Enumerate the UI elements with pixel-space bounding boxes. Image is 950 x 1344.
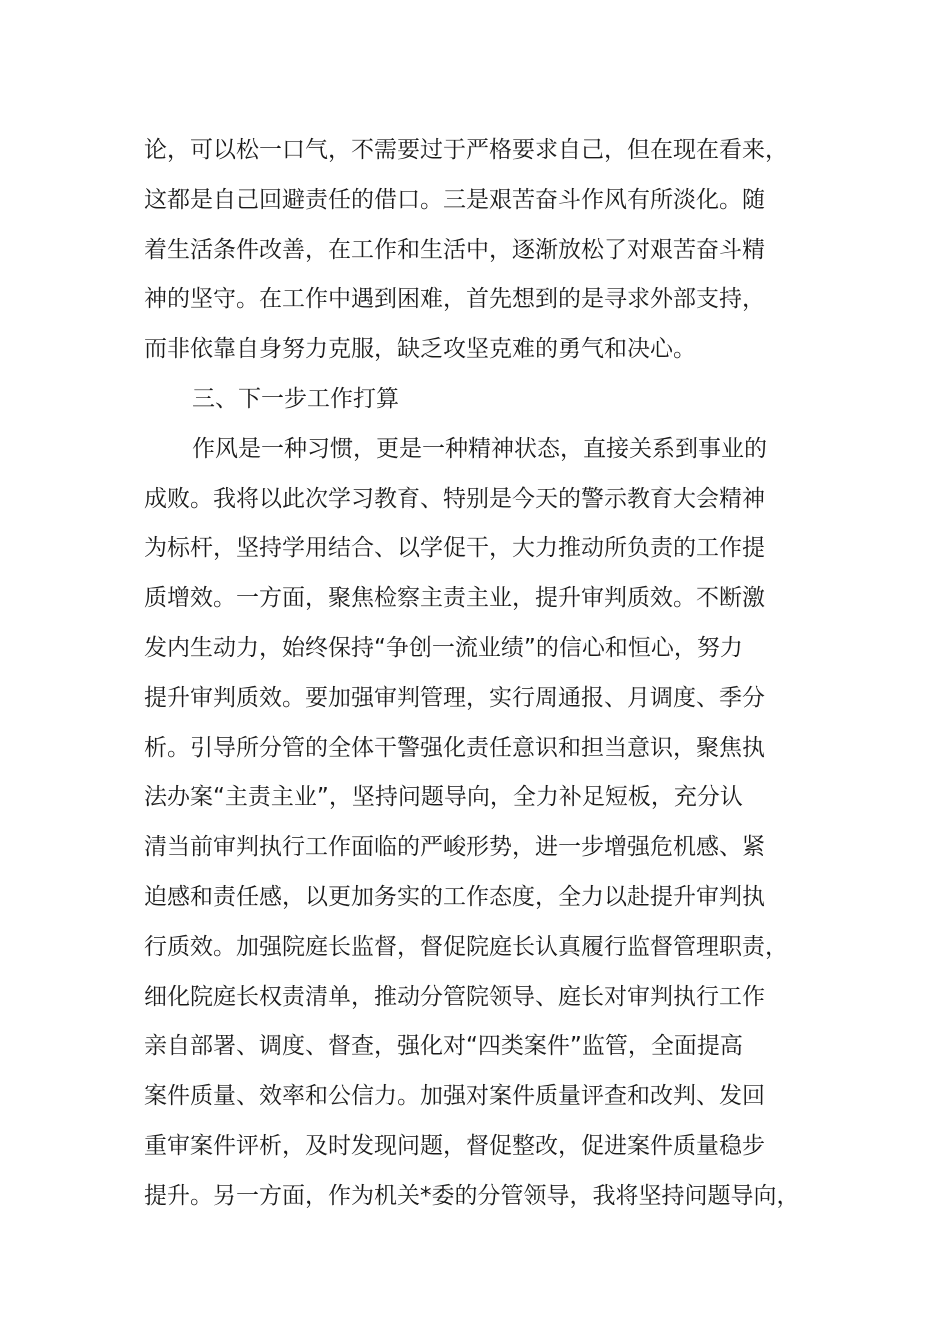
text-line: 案件质量、效率和公信力。加强对案件质量评查和改判、发回 — [144, 1083, 765, 1110]
text-line: 行质效。加强院庭长监督，督促院庭长认真履行监督管理职责， — [144, 933, 788, 960]
text-line: 细化院庭长权责清单，推动分管院领导、庭长对审判执行工作 — [144, 983, 765, 1010]
body-text — [144, 126, 812, 1222]
text-line: 着生活条件改善，在工作和生活中，逐渐放松了对艰苦奋斗精 — [144, 236, 765, 263]
text-line: 迫感和责任感，以更加务实的工作态度，全力以赴提升审判执 — [144, 883, 765, 910]
text-line: 提升审判质效。要加强审判管理，实行周通报、月调度、季分 — [144, 684, 765, 711]
text-line: 质增效。一方面，聚焦检察主责主业，提升审判质效。不断激 — [144, 585, 765, 612]
text-line: 神的坚守。在工作中遇到困难，首先想到的是寻求外部支持， — [144, 286, 765, 313]
text-line: 重审案件评析，及时发现问题，督促整改，促进案件质量稳步 — [144, 1132, 765, 1159]
text-line: 为标杆，坚持学用结合、以学促干，大力推动所负责的工作提 — [144, 535, 765, 562]
text-line: 清当前审判执行工作面临的严峻形势，进一步增强危机感、紧 — [144, 834, 765, 861]
text-line: 而非依靠自身努力克服，缺乏攻坚克难的勇气和决心。 — [144, 336, 696, 363]
text-line: 法办案“主责主业”，坚持问题导向，全力补足短板，充分认 — [144, 784, 743, 811]
text-line: 析。引导所分管的全体干警强化责任意识和担当意识，聚焦执 — [144, 734, 765, 761]
text-line: 这都是自己回避责任的借口。三是艰苦奋斗作风有所淡化。随 — [144, 186, 765, 213]
text-line: 成败。我将以此次学习教育、特别是今天的警示教育大会精神 — [144, 485, 765, 512]
text-line: 亲自部署、调度、督查，强化对“四类案件”监管，全面提高 — [144, 1033, 743, 1060]
text-line: 提升。另一方面，作为机关*委的分管领导，我将坚持问题导向， — [144, 1182, 800, 1209]
section-heading: 三、下一步工作打算 — [192, 385, 399, 412]
text-line: 论，可以松一口气，不需要过于严格要求自己，但在现在看来， — [144, 137, 788, 163]
text-line: 发内生动力，始终保持“争创一流业绩”的信心和恒心，努力 — [144, 634, 743, 661]
paragraph-first-line: 作风是一种习惯，更是一种精神状态，直接关系到事业的 — [192, 435, 767, 462]
